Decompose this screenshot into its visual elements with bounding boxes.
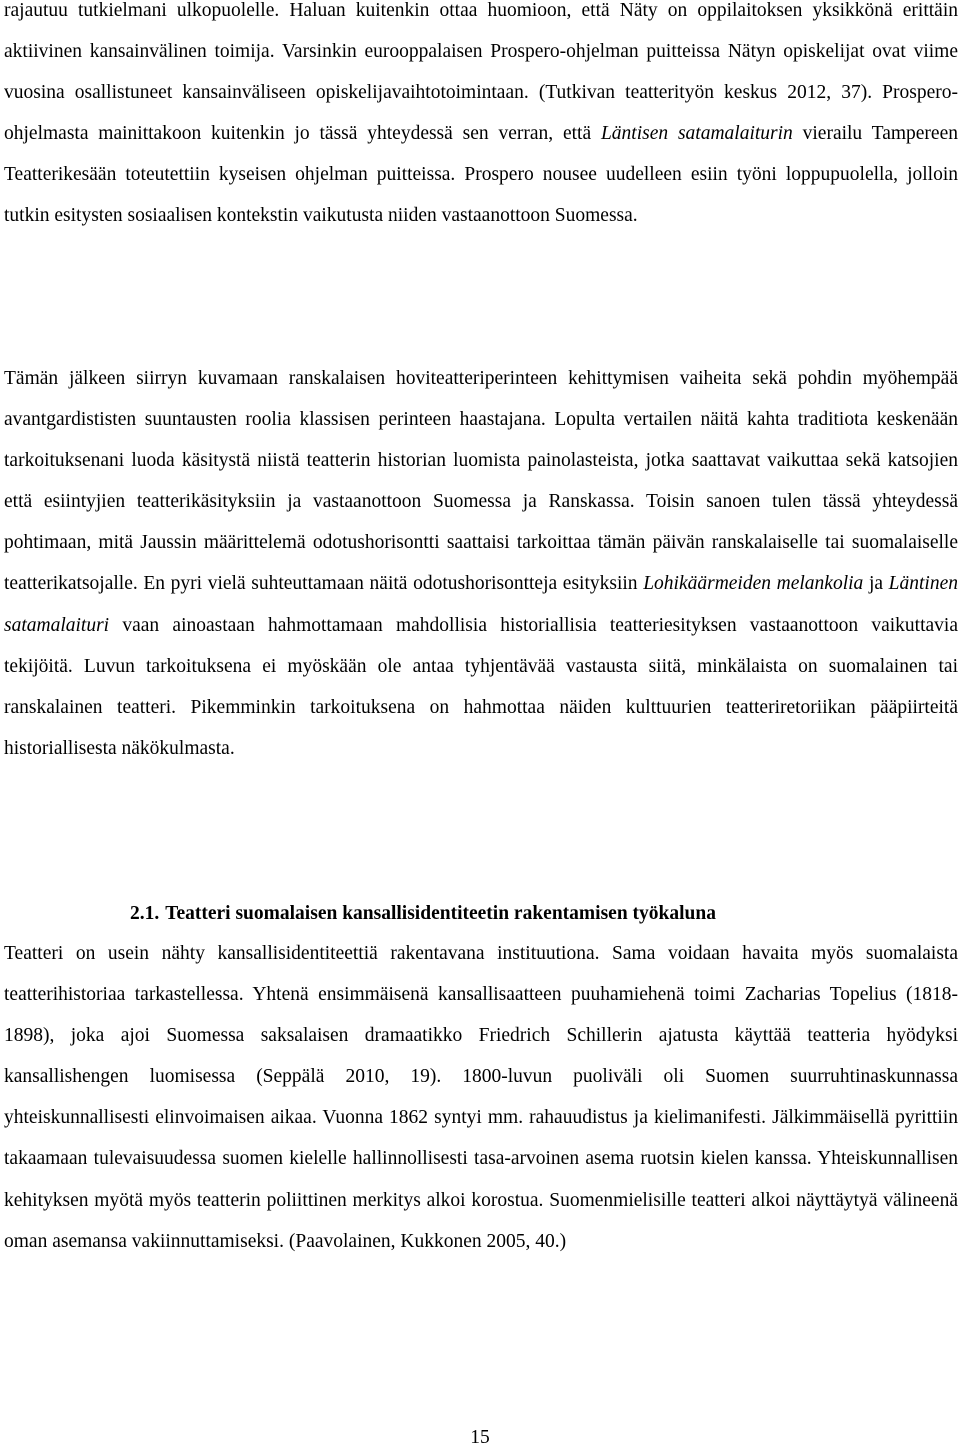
paragraph-prospero-text-b: vierailu Tampereen Teatterikesään toteutettiin kyseisen ohjelman puitteissa. Prospero nousee uudelleen esiin työni loppupuolella, jolloin tutkin esitysten sosiaalisen kontekstin vaikutusta niiden vastaanottoon Suomessa.: [4, 123, 958, 227]
paragraph-prospero-text-a: rajautuu tutkielmani ulkopuolelle. Haluan kuitenkin ottaa huomioon, että Näty on oppilaitoksen yksikkönä erittäin aktiivinen kansainvälinen toimija. Varsinkin eurooppalaisen Prospero-ohjelman puitteissa Nätyn opiskelijat ovat viime vuosina osallistuneet kansainväliseen opiskelijavaihtotoimintaan. (Tutkivan teatterityön keskus 2012, 37). Prospero-ohjelmasta mainittakoon kuitenkin jo tässä yhteydessä sen verran, että: [4, 0, 958, 145]
page-number: 15: [470, 1427, 490, 1448]
paragraph-chapter-overview: [4, 358, 958, 769]
section-number: 2.1.: [130, 903, 160, 924]
paragraph-national-identity: Teatteri on usein nähty kansallisidentiteettiä rakentavana instituutiona. Sama voidaan havaita myös suomalaista teatterihistoriaa tarkastellessa. Yhtenä ensimmäisenä kansallisaatteen puuhamiehenä toimi Zacharias Topelius (1818-1898), joka ajoi Suomessa saksalaisen dramaatikko Friedrich Schillerin ajatusta käyttää teatteria hyödyksi kansallishengen luomisessa (Seppälä 2010, 19). 1800-luvun puoliväli oli Suomen suurruhtinaskunnassa yhteiskunnallisesti elinvoimaisen aikaa. Vuonna 1862 syntyi mm. rahauudistus ja kielimanifesti. Jälkimmäisellä pyrittiin takaamaan tulevaisuudessa suomen kielelle hallinnollisesti tasa-arvoinen asema ruotsin kielen kanssa. Yhteiskunnallisen kehityksen myötä myös teatterin poliittinen merkitys alkoi korostua. Suomenmielisille teatteri alkoi näyttäytyä välineenä oman asemansa vakiinnuttamiseksi. (Paavolainen, Kukkonen 2005, 40.): [4, 943, 958, 1252]
paragraph-overview-text-c: vaan ainoastaan hahmottamaan mahdollisia historiallisia teatteriesityksen vastaanottoon vaikuttavia tekijöitä. Luvun tarkoituksena ei myöskään ole antaa tyhjentävää vastausta siitä, minkälaista on suomalainen tai ranskalainen teatteri. Pikemminkin tarkoituksena on hahmottaa näiden kulttuurien teatteriretoriikan pääpiirteitä historiallisesta näkökulmasta.: [4, 614, 958, 759]
work-title-lantinen-satamalaituri: Läntinen satamalaituri: [4, 573, 958, 636]
section-title: Teatteri suomalaisen kansallisidentiteetin rakentamisen työkaluna: [165, 903, 716, 924]
paragraph-prospero: [4, 0, 958, 237]
paragraph-overview-text-a: Tämän jälkeen siirryn kuvamaan ranskalaisen hoviteatteriperinteen kehittymisen vaiheita sekä pohdin myöhempää avantgardististen suuntausten roolia klassisen perinteen haastajana. Lopulta vertailen näitä kahta traditiota keskenään tarkoituksenani luoda käsitystä niistä teatterin historian luomista painolasteista, jotka saattavat vaikuttaa sekä katsojien että esiintyjien teatterikäsityksiin ja vastaanottoon Suomessa ja Ranskassa. Toisin sanoen tulen tässä yhteydessä pohtimaan, mitä Jaussin määrittelemä odotushorisontti saattaisi tarkoittaa tämän päivän ranskalaiselle tai suomalaiselle teatterikatsojalle. En pyri vielä suhteuttamaan näitä odotushorisontteja esityksiin: [4, 368, 958, 595]
work-title-lantisen-satamalaiturin: Läntisen satamalaiturin: [600, 123, 793, 145]
section-heading: [130, 900, 716, 928]
work-title-lohikaarmeiden-melankolia: Lohikäärmeiden melankolia: [643, 573, 864, 595]
paragraph-overview-text-b: ja: [863, 573, 889, 595]
